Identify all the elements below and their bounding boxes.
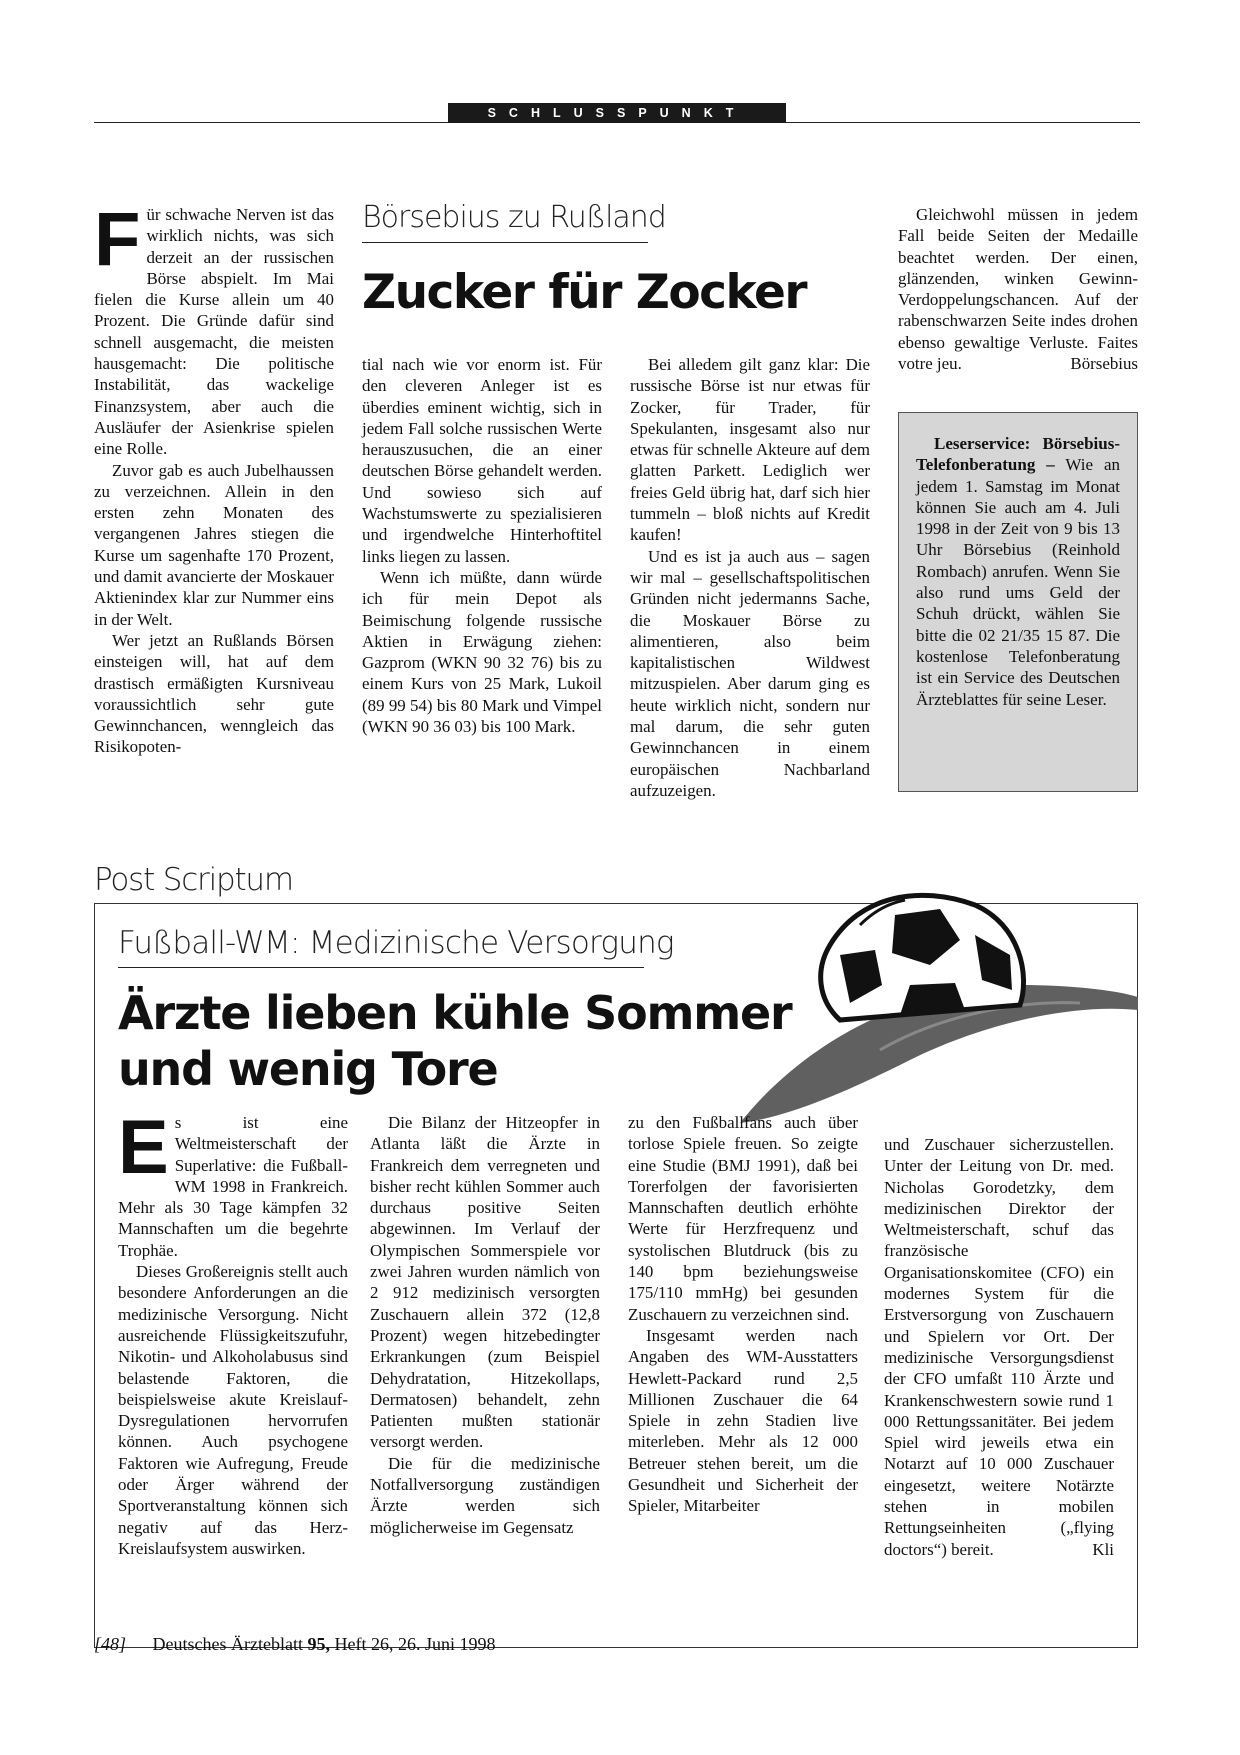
paragraph: s ist eine Weltmeisterschaft der Superlative: die Fußball-WM 1998 in Frankreich. Mehr als 30 Tage kämpfen 32 Mannschaften um die begehrte Trophäe. [118,1113,348,1260]
postscriptum-column-3 [628,1112,858,1517]
paragraph: Die Bilanz der Hitzeopfer in Atlanta läßt die Ärzte in Frankreich dem verregneten und bisher recht kühlen Sommer auch durchaus positive Seiten abgewinnen. Im Verlauf der Olympischen Sommerspiele vor zwei Jahren wurden nämlich von 2 912 medizinisch versorgten Zuschauern allein 372 (12,8 Prozent) wegen hitzebedingter Erkrankungen (zum Beispiel Dehydratation, Hitzekollaps, Dermatosen) behandelt, zehn Patienten mußten stationär versorgt werden. [370,1113,600,1452]
page-number: [48] [94,1634,127,1654]
postscriptum-column-2 [370,1112,600,1538]
subhead-rule [118,967,644,968]
paragraph: Insgesamt werden nach Angaben des WM-Ausstatters Hewlett-Packard rund 2,5 Millionen Zuschauer die 64 Spiele in zehn Stadien live miterleben. Mehr als 12 000 Betreuer stehen bereit, um die Gesundheit und Sicherheit der Spieler, Mitarbeiter [628,1325,858,1516]
section-kicker: SCHLUSSPUNKT [448,103,786,123]
article1-column-2 [362,354,602,737]
article1-subhead: Börsebius zu Rußland [362,200,666,235]
journal-volume: 95, [307,1634,330,1654]
author-signature: Börsebius [1070,354,1138,374]
article1-column-3 [630,354,870,801]
paragraph: Gleichwohl müssen in jedem Fall beide Seiten der Medaille beachtet werden. Der einen, glänzenden, winken Gewinn-Verdoppelungschancen. Auf der rabenschwarzen Seite indes drohen ebenso gewaltige Verluste. Faites votre jeu. [898,205,1138,374]
page-footer [94,1634,495,1655]
subhead-rule [362,242,648,243]
postscriptum-headline [118,985,838,1097]
paragraph: Zuvor gab es auch Jubelhaussen zu verzeichnen. Allein in den ersten zehn Monaten des vergangenen Jahres stiegen die Kurse um sagenhafte 170 Prozent, und damit avancierte der Moskauer Aktienindex klar zur Nummer eins in der Welt. [94,460,334,629]
paragraph: Bei alledem gilt ganz klar: Die russische Börse ist nur etwas für Zocker, für Trader, für Spekulanten, insgesamt also nur etwas für schnelle Akteure auf dem glatten Parkett. Lediglich wer freies Geld übrig hat, darf sich hier tummeln – bloß nichts auf Kredit kaufen! [630,355,870,545]
paragraph: tial nach wie vor enorm ist. Für den cleveren Anleger ist es überdies eminent wichtig, sich in jedem Fall solche russischen Werte herauszusuchen, die an einer deutschen Börse gehandelt werden. Und sowieso sich auf Wachstumswerte zu spezialisieren und irgendwelche Hinterhoftitel links liegen zu lassen. [362,355,602,566]
article1-headline: Zucker für Zocker [362,265,807,320]
paragraph: ür schwache Nerven ist das wirklich nichts, was sich derzeit an der russischen Börse abspielt. Im Mai fielen die Kurse allein um 40 Prozent. Die Gründe dafür sind schnell ausgemacht, die meisten hausgemacht: Die politische Instabilität, das wackelige Finanzsystem, aber auch die Ausläufer der Asienkrise spielen eine Rolle. [94,205,334,459]
reader-service-box [898,412,1138,792]
journal-name: Deutsches Ärzteblatt [152,1634,303,1654]
box-title: Leserservice: Börsebius-Telefonberatung – [916,434,1120,475]
headline-line-1: Ärzte lieben kühle Sommer [118,986,792,1040]
headline-line-2: und wenig Tore [118,1042,498,1096]
paragraph: Wer jetzt an Rußlands Börsen einsteigen will, hat auf dem drastisch ermäßigten Kursniveau voraussichtlich sehr gute Gewinnchancen, wenngleich das Risikopoten- [94,630,334,757]
postscriptum-column-1 [118,1105,348,1559]
article1-column-4 [898,204,1138,374]
paragraph: zu den Fußballfans auch über torlose Spiele freuen. So zeigte eine Studie (BMJ 1991), daß bei Torerfolgen der favorisierten Mannschaften deutlich erhöhte Werte für Herzfrequenz und systolischen Blutdruck (bis zu 140 bpm beziehungsweise 175/110 mmHg) bei gesunden Zuschauern zu verzeichnen sind. [628,1113,858,1324]
drop-cap: F [94,197,141,282]
paragraph: Wenn ich müßte, dann würde ich für mein Depot als Beimischung folgende russische Aktien in Erwägung ziehen: Gazprom (WKN 90 32 76) bis zu einem Kurs von 25 Mark, Lukoil (89 99 54) bis 80 Mark und Vimpel (WKN 90 36 03) bis 100 Mark. [362,567,602,737]
postscriptum-column-4 [884,1134,1114,1560]
paragraph: Und es ist ja auch aus – sagen wir mal – gesellschaftspolitischen Gründen nicht jedermanns Sache, die Moskauer Börse zu alimentieren, also beim kapitalistischen Wildwest mitzuspielen. Aber darum ging es heute wirklich nicht, sondern nur mal darum, die sehr guten Gewinnchancen in einem europäischen Nachbarland aufzuzeigen. [630,546,870,800]
paragraph: und Zuschauer sicherzustellen. Unter der Leitung von Dr. med. Nicholas Gorodetzky, dem medizinischen Direktor der Weltmeisterschaft, schuf das französische Organisationskomitee (CFO) ein modernes System für die Erstversorgung von Zuschauern und Spielern vor Ort. Der medizinische Versorgungsdienst der CFO umfaßt 110 Ärzte und Krankenschwestern sowie rund 1 000 Rettungssanitäter. Bei jedem Spiel wird jeweils etwa ein Notarzt auf 10 000 Zuschauer eingesetzt, weitere Notärzte stehen in mobilen Rettungseinheiten („flying doctors“) bereit. [884,1135,1114,1559]
box-text: Wie an jedem 1. Samstag im Monat können Sie auch am 4. Juli 1998 in der Zeit von 9 bis 13 Uhr Börsebius (Reinhold Rombach) anrufen. Wenn Sie also rund ums Geld der Schuh drückt, wählen Sie bitte die 02 21/35 15 87. Die kostenlose Telefonberatung ist ein Service des Deutschen Ärzteblattes für seine Leser. [916,455,1120,709]
drop-cap: E [118,1105,169,1190]
paragraph: Die für die medizinische Notfallversorgung zuständigen Ärzte werden sich möglicherweise im Gegensatz [370,1453,600,1537]
postscriptum-subhead: Fußball-WM: Medizinische Versorgung [118,925,674,961]
paragraph: Dieses Großereignis stellt auch besondere Anforderungen an die medizinische Versorgung. Nicht ausreichende Flüssigkeitszufuhr, Nikotin- und Alkoholabusus sind belastende Faktoren, die beispielsweise akute Kreislauf-Dysregulationen hervorrufen können. Auch psychogene Faktoren wie Aufregung, Freude oder Ärger während der Sportveranstaltung können sich negativ auf das Herz-Kreislaufsystem auswirken. [118,1262,348,1558]
section-title: Post Scriptum [94,862,293,898]
journal-issue: Heft 26, 26. Juni 1998 [334,1634,496,1654]
author-signature: Kli [1092,1539,1114,1559]
article1-column-1 [94,197,334,758]
